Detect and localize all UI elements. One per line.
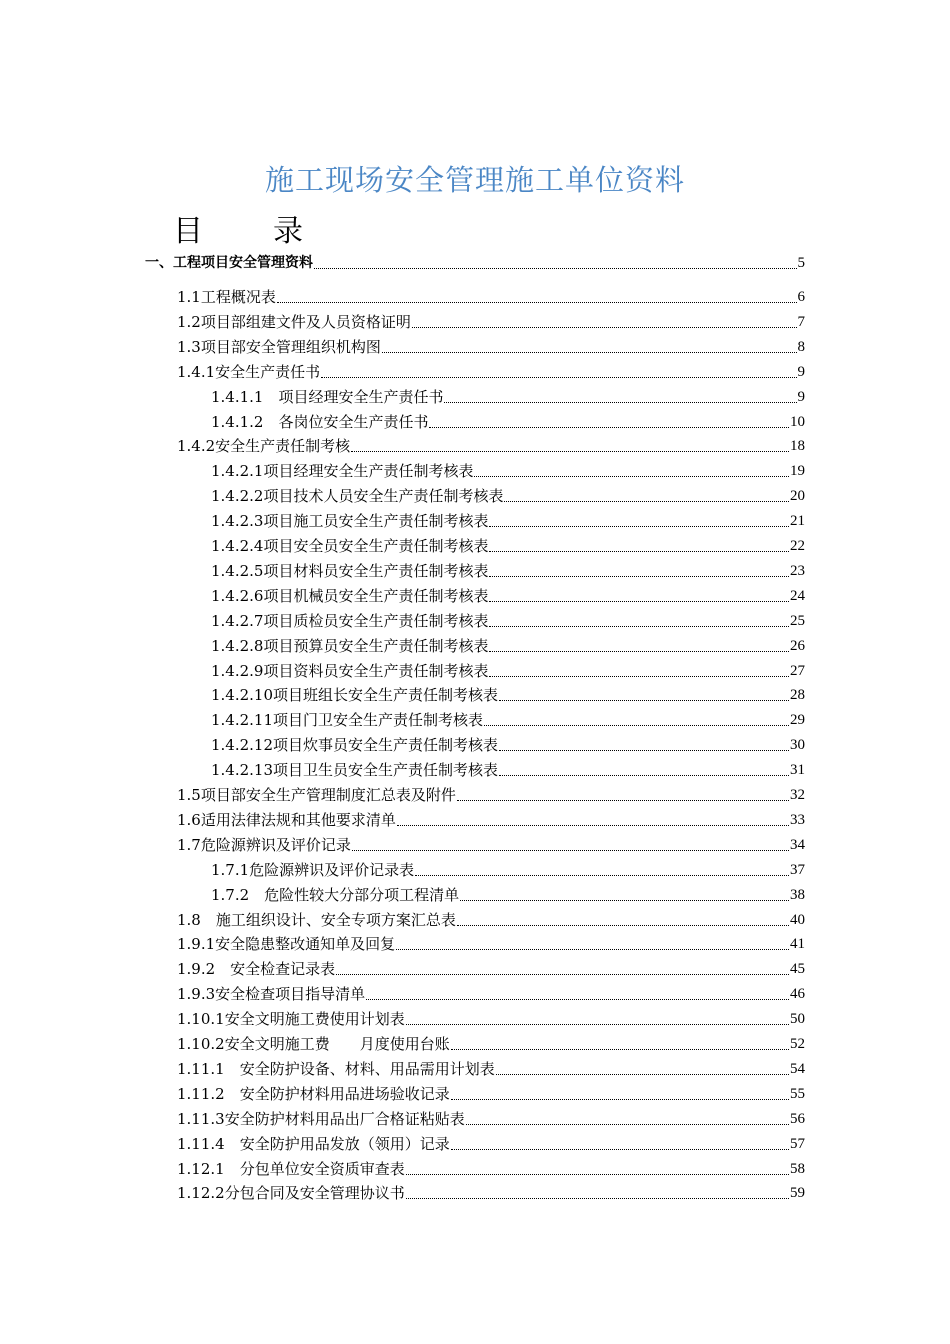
toc-entry-title: 1.5项目部安全生产管理制度汇总表及附件 xyxy=(177,786,456,804)
toc-leader-dots xyxy=(429,427,789,428)
toc-entry[interactable] xyxy=(211,560,805,582)
toc-entry-page: 28 xyxy=(790,687,805,704)
toc-entry-title: 1.1工程概况表 xyxy=(177,288,276,306)
toc-entry-page: 46 xyxy=(790,986,805,1003)
toc-entry-page: 55 xyxy=(790,1085,805,1102)
toc-leader-dots xyxy=(415,875,789,876)
toc-entry-page: 40 xyxy=(790,911,805,928)
toc-entry-title: 1.4.2.11项目门卫安全生产责任制考核表 xyxy=(211,711,484,730)
toc-leader-dots xyxy=(321,377,796,378)
toc-entry-title: 1.7.1危险源辨识及评价记录表 xyxy=(211,860,415,879)
toc-entry-page: 38 xyxy=(790,886,805,903)
toc-entry-page: 30 xyxy=(790,737,805,754)
toc-entry-title: 1.11.3安全防护材料用品出厂合格证粘贴表 xyxy=(177,1109,465,1128)
toc-entry[interactable] xyxy=(211,709,805,731)
toc-entry[interactable] xyxy=(177,435,805,457)
toc-entry[interactable] xyxy=(177,834,805,856)
toc-entry-page: 22 xyxy=(790,538,805,554)
toc-leader-dots xyxy=(489,676,789,677)
toc-entry-page: 34 xyxy=(790,836,805,853)
toc-entry[interactable] xyxy=(211,585,805,607)
toc-leader-dots xyxy=(406,1024,789,1025)
toc-entry[interactable] xyxy=(211,411,805,433)
toc-entry-page: 9 xyxy=(797,363,805,380)
toc-entry-page: 24 xyxy=(790,587,805,604)
toc-entry-page: 10 xyxy=(790,413,805,430)
toc-entry[interactable] xyxy=(177,361,805,383)
toc-entry[interactable] xyxy=(177,1083,805,1105)
toc-entry-page: 6 xyxy=(797,289,805,305)
toc-entry-page: 52 xyxy=(790,1036,805,1052)
toc-entry-page: 59 xyxy=(790,1185,805,1202)
toc-entry-title: 1.12.2分包合同及安全管理协议书 xyxy=(177,1184,405,1203)
toc-entry-page: 20 xyxy=(790,488,805,505)
toc-leader-dots xyxy=(460,900,789,901)
toc-entry-page: 5 xyxy=(797,255,805,271)
toc-entry-title: 1.9.3安全检查项目指导清单 xyxy=(177,985,366,1004)
toc-entry[interactable] xyxy=(177,1158,805,1180)
toc-entry-page: 41 xyxy=(790,936,805,953)
toc-entry-title: 1.4.2.10项目班组长安全生产责任制考核表 xyxy=(211,686,499,705)
toc-entry-page: 9 xyxy=(797,388,805,405)
toc-entry[interactable] xyxy=(177,958,805,980)
toc-leader-dots xyxy=(382,352,797,353)
toc-leader-dots xyxy=(457,800,789,801)
toc-entry-title: 1.9.2 安全检查记录表 xyxy=(177,960,336,979)
toc-entry[interactable] xyxy=(177,1058,805,1080)
toc-entry[interactable] xyxy=(177,286,805,308)
toc-leader-dots xyxy=(366,999,789,1000)
toc-entry-title: 1.4.2.2项目技术人员安全生产责任制考核表 xyxy=(211,487,504,506)
toc-heading xyxy=(173,206,303,250)
toc-entry-title: 1.4.2.8项目预算员安全生产责任制考核表 xyxy=(211,636,489,655)
toc-heading-char-1: 目 xyxy=(173,214,203,249)
toc-leader-dots xyxy=(406,1174,789,1175)
toc-leader-dots xyxy=(489,601,789,602)
toc-entry[interactable] xyxy=(211,535,805,557)
toc-entry-title: 1.4.2.3项目施工员安全生产责任制考核表 xyxy=(211,512,489,531)
toc-entry[interactable] xyxy=(211,610,805,632)
toc-leader-dots xyxy=(489,526,789,527)
toc-entry-page: 8 xyxy=(797,338,805,355)
toc-entry[interactable] xyxy=(211,734,805,756)
toc-entry-title: 1.2项目部组建文件及人员资格证明 xyxy=(177,312,411,331)
toc-entry-page: 33 xyxy=(790,811,805,828)
toc-entry-title: 1.10.2安全文明施工费 月度使用台账 xyxy=(177,1035,450,1053)
toc-entry[interactable] xyxy=(177,784,805,806)
toc-entry[interactable] xyxy=(177,336,805,358)
toc-leader-dots xyxy=(489,651,789,652)
toc-entry-title: 1.7.2 危险性较大分部分项工程清单 xyxy=(211,885,460,904)
toc-leader-dots xyxy=(351,451,789,452)
toc-entry-page: 21 xyxy=(790,513,805,530)
toc-entry-page: 54 xyxy=(790,1060,805,1077)
toc-entry[interactable] xyxy=(177,933,805,955)
toc-leader-dots xyxy=(352,850,789,851)
toc-leader-dots xyxy=(451,1049,789,1050)
toc-entry[interactable] xyxy=(211,859,805,881)
toc-leader-dots xyxy=(336,974,789,975)
toc-entry[interactable] xyxy=(211,759,805,781)
toc-entry[interactable] xyxy=(211,684,805,706)
toc-leader-dots xyxy=(457,925,789,926)
toc-entry-page: 29 xyxy=(790,712,805,729)
toc-entry-page: 50 xyxy=(790,1011,805,1028)
toc-entry[interactable] xyxy=(211,386,805,408)
toc-entry-page: 32 xyxy=(790,787,805,803)
toc-leader-dots xyxy=(484,725,789,726)
toc-leader-dots xyxy=(489,551,789,552)
toc-entry[interactable] xyxy=(177,1133,805,1155)
toc-leader-dots xyxy=(466,1124,789,1125)
toc-entry[interactable] xyxy=(145,252,805,274)
toc-entry[interactable] xyxy=(177,1008,805,1030)
toc-leader-dots xyxy=(499,750,789,751)
toc-leader-dots xyxy=(406,1198,789,1199)
toc-entry-page: 25 xyxy=(790,612,805,629)
toc-entry[interactable] xyxy=(211,485,805,507)
toc-entry-title: 1.11.4 安全防护用品发放（领用）记录 xyxy=(177,1134,450,1153)
toc-entry-page: 23 xyxy=(790,562,805,579)
toc-heading-char-2: 录 xyxy=(273,214,303,249)
toc-entry[interactable] xyxy=(211,510,805,532)
toc-leader-dots xyxy=(277,302,797,303)
toc-entry[interactable] xyxy=(177,909,805,931)
toc-leader-dots xyxy=(444,402,796,403)
toc-entry-title: 1.4.2.5项目材料员安全生产责任制考核表 xyxy=(211,561,489,580)
document-title: 施工现场安全管理施工单位资料 xyxy=(264,163,685,197)
toc-entry-title: 1.4.1安全生产责任书 xyxy=(177,362,321,381)
toc-entry-title: 1.4.2.1项目经理安全生产责任制考核表 xyxy=(211,462,474,481)
toc-entry-page: 31 xyxy=(790,762,805,779)
toc-leader-dots xyxy=(451,1149,789,1150)
toc-leader-dots xyxy=(504,501,789,502)
toc-leader-dots xyxy=(451,1099,789,1100)
toc-entry-page: 45 xyxy=(790,961,805,978)
toc-entry[interactable] xyxy=(177,1182,805,1204)
toc-leader-dots xyxy=(474,476,789,477)
toc-entry-title: 1.4.2.9项目资料员安全生产责任制考核表 xyxy=(211,661,489,680)
toc-leader-dots xyxy=(499,700,789,701)
toc-entry-page: 56 xyxy=(790,1110,805,1127)
toc-entry[interactable] xyxy=(177,983,805,1005)
toc-entry[interactable] xyxy=(177,1033,805,1055)
toc-entry-title: 1.10.1安全文明施工费使用计划表 xyxy=(177,1010,405,1029)
toc-entry-title: 1.4.2.13项目卫生员安全生产责任制考核表 xyxy=(211,761,499,780)
toc-entry-page: 27 xyxy=(790,662,805,679)
toc-entry-page: 26 xyxy=(790,637,805,654)
toc-entry[interactable] xyxy=(211,460,805,482)
toc-entry-title: 1.4.2.7项目质检员安全生产责任制考核表 xyxy=(211,611,489,630)
toc-entry-title: 1.6适用法律法规和其他要求清单 xyxy=(177,810,396,829)
toc-entry-title: 1.7危险源辨识及评价记录 xyxy=(177,835,351,854)
toc-entry-title: 1.11.1 安全防护设备、材料、用品需用计划表 xyxy=(177,1059,495,1078)
toc-entry[interactable] xyxy=(177,1108,805,1130)
toc-entry[interactable] xyxy=(211,635,805,657)
toc-leader-dots xyxy=(499,775,789,776)
toc-entry-page: 57 xyxy=(790,1135,805,1152)
toc-entry-title: 一、工程项目安全管理资料 xyxy=(145,255,313,271)
toc-leader-dots xyxy=(489,626,789,627)
toc-entry-page: 18 xyxy=(790,438,805,455)
toc-entry-title: 1.12.1 分包单位安全资质审查表 xyxy=(177,1159,405,1178)
toc-entry-title: 1.4.2.12项目炊事员安全生产责任制考核表 xyxy=(211,736,499,755)
toc-entry[interactable] xyxy=(211,884,805,906)
toc-entry-title: 1.4.2安全生产责任制考核 xyxy=(177,437,351,456)
toc-entry-title: 1.4.1.1 项目经理安全生产责任书 xyxy=(211,387,444,406)
toc-entry-title: 1.3项目部安全管理组织机构图 xyxy=(177,337,381,356)
toc-entry-title: 1.4.1.2 各岗位安全生产责任书 xyxy=(211,412,429,431)
toc-leader-dots xyxy=(314,268,797,269)
toc-entry-page: 37 xyxy=(790,861,805,878)
toc-entry[interactable] xyxy=(211,660,805,682)
toc-leader-dots xyxy=(489,576,789,577)
toc-entry-page: 7 xyxy=(797,313,805,330)
toc-entry-title: 1.8 施工组织设计、安全专项方案汇总表 xyxy=(177,910,456,929)
toc-entry-title: 1.4.2.4项目安全员安全生产责任制考核表 xyxy=(211,537,489,555)
toc-entry[interactable] xyxy=(177,809,805,831)
toc-entry-title: 1.11.2 安全防护材料用品进场验收记录 xyxy=(177,1084,450,1103)
toc-entry-page: 19 xyxy=(790,463,805,480)
toc-leader-dots xyxy=(397,825,789,826)
toc-entry[interactable] xyxy=(177,311,805,333)
toc-leader-dots xyxy=(412,327,797,328)
toc-entry-title: 1.4.2.6项目机械员安全生产责任制考核表 xyxy=(211,586,489,605)
toc-leader-dots xyxy=(496,1074,789,1075)
toc-entry-title: 1.9.1安全隐患整改通知单及回复 xyxy=(177,935,396,954)
toc-entry-page: 58 xyxy=(790,1160,805,1177)
toc-leader-dots xyxy=(396,949,789,950)
